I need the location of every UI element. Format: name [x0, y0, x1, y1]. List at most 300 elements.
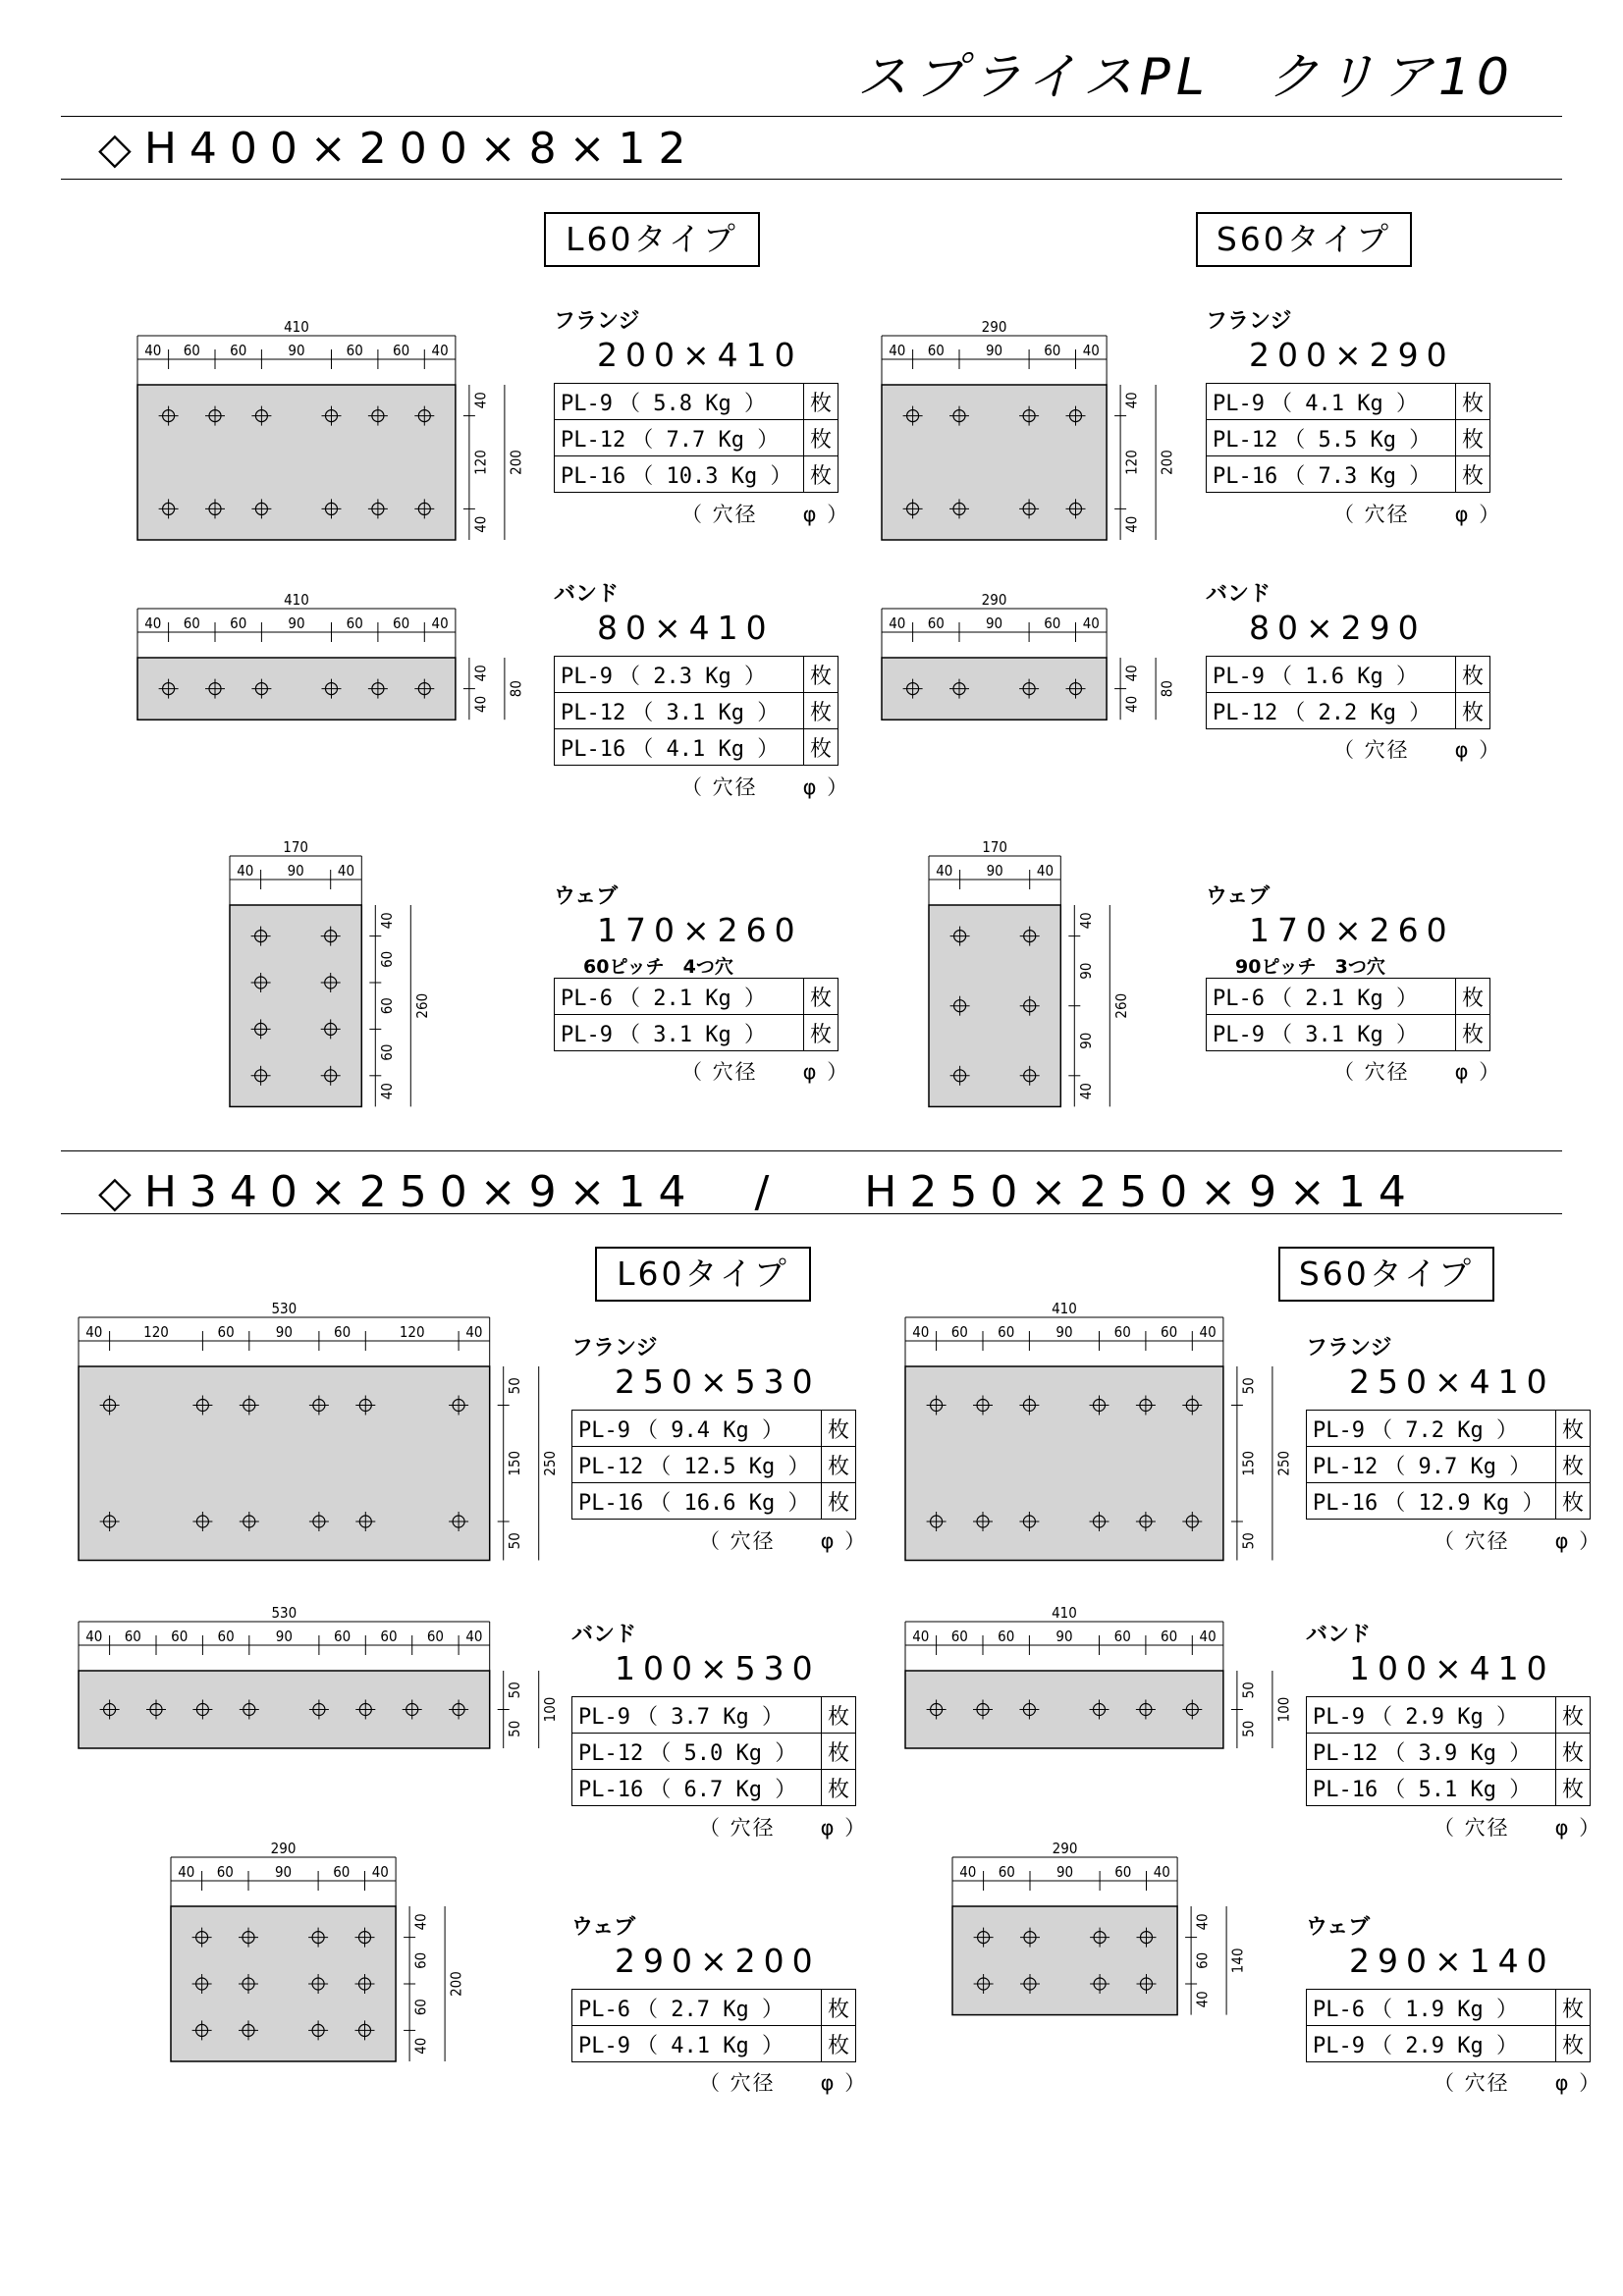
plate-spec — [1207, 979, 1456, 1015]
pitch-label: 120 — [143, 1323, 169, 1341]
pitch-label: 120 — [399, 1323, 425, 1341]
plate-rect — [882, 385, 1107, 540]
part-dimensions: 290×200 — [615, 1942, 821, 1980]
pitch-label: 40 — [337, 862, 355, 880]
table-row — [1307, 1770, 1591, 1806]
overall-width-label: 410 — [1052, 1604, 1077, 1622]
vertical-pitch-label: 150 — [1239, 1450, 1258, 1476]
plate-weight: （ 3.1 Kg ） — [1270, 1022, 1418, 1047]
section-heading: ◇H400×200×8×12 — [98, 124, 699, 174]
part-label: ウェブ — [1206, 884, 1271, 909]
quantity-unit: 枚 — [1555, 1990, 1590, 2026]
vertical-pitch-label: 120 — [471, 450, 490, 475]
quantity-unit: 枚 — [803, 693, 838, 729]
plate-name: PL-9 — [1213, 664, 1265, 689]
plate-weight: （ 9.4 Kg ） — [635, 1417, 784, 1443]
divider — [61, 1150, 1562, 1151]
plate-weight: （ 1.9 Kg ） — [1370, 1997, 1518, 2022]
plate-spec — [572, 1990, 822, 2026]
plate-spec — [1207, 456, 1456, 493]
plate-name: PL-9 — [1313, 2033, 1365, 2058]
plate-weight: （ 6.7 Kg ） — [649, 1777, 797, 1802]
pitch-label: 40 — [1153, 1863, 1170, 1881]
vertical-pitch-label: 60 — [377, 997, 396, 1015]
overall-height-label: 140 — [1228, 1948, 1247, 1974]
hole-diameter-note: （ 穴径 φ ） — [681, 775, 850, 799]
table-row — [1307, 1990, 1591, 2026]
vertical-pitch-label: 50 — [506, 1377, 524, 1395]
plate-name: PL-16 — [578, 1777, 644, 1802]
table-row — [572, 1447, 856, 1483]
plate-name: PL-6 — [561, 986, 613, 1011]
overall-width-label: 410 — [284, 318, 309, 336]
plate-drawing — [137, 318, 534, 550]
plate-weight-table — [1306, 1410, 1591, 1520]
plate-rect — [79, 1671, 490, 1748]
quantity-unit: 枚 — [1555, 1411, 1590, 1447]
overall-width-label: 530 — [271, 1604, 298, 1622]
pitch-label: 60 — [333, 1863, 351, 1881]
quantity-unit: 枚 — [1455, 979, 1489, 1015]
part-dimensions: 170×260 — [597, 911, 803, 949]
plate-drawing — [171, 1840, 474, 2071]
table-row — [555, 979, 839, 1015]
pitch-label: 60 — [998, 1323, 1015, 1341]
plate-weight: （ 4.1 Kg ） — [631, 736, 780, 762]
quantity-unit: 枚 — [821, 1770, 855, 1806]
quantity-unit: 枚 — [1555, 1734, 1590, 1770]
plate-name: PL-16 — [561, 463, 626, 489]
table-row — [572, 1697, 856, 1734]
plate-spec — [572, 1411, 822, 1447]
overall-width-label: 290 — [981, 591, 1007, 609]
pitch-label: 40 — [1082, 614, 1100, 632]
page-title: スプライスPL クリア10 — [856, 48, 1515, 107]
overall-width-label: 410 — [1052, 1300, 1077, 1317]
plate-drawing — [929, 838, 1139, 1116]
overall-height-label: 260 — [412, 992, 431, 1019]
overall-width-label: 170 — [283, 838, 309, 856]
hole-diameter-note: （ 穴径 φ ） — [1434, 1529, 1602, 1553]
quantity-unit: 枚 — [1455, 1015, 1489, 1051]
quantity-unit: 枚 — [821, 1483, 855, 1520]
overall-height-label: 200 — [507, 450, 525, 475]
plate-weight-table — [571, 1989, 856, 2062]
table-row — [555, 420, 839, 456]
pitch-label: 60 — [927, 614, 945, 632]
plate-name: PL-12 — [561, 700, 626, 725]
overall-width-label: 410 — [284, 591, 309, 609]
plate-weight: （ 2.2 Kg ） — [1283, 700, 1432, 725]
quantity-unit: 枚 — [803, 979, 838, 1015]
plate-name: PL-16 — [1313, 1777, 1379, 1802]
part-label: フランジ — [571, 1336, 658, 1361]
plate-name: PL-9 — [578, 1417, 630, 1443]
hole-diameter-note: （ 穴径 φ ） — [681, 1060, 850, 1084]
pitch-label: 60 — [1113, 1323, 1131, 1341]
quantity-unit: 枚 — [821, 1990, 855, 2026]
plate-spec — [555, 420, 804, 456]
vertical-pitch-label: 40 — [471, 665, 490, 682]
quantity-unit: 枚 — [1555, 1447, 1590, 1483]
plate-drawing — [905, 1604, 1302, 1758]
plate-name: PL-9 — [1213, 391, 1265, 416]
plate-weight: （ 2.1 Kg ） — [1270, 986, 1418, 1011]
plate-name: PL-12 — [1213, 700, 1278, 725]
plate-weight: （ 9.7 Kg ） — [1383, 1454, 1532, 1479]
part-dimensions: 80×290 — [1249, 609, 1427, 647]
part-label: フランジ — [1206, 309, 1292, 334]
pitch-label: 60 — [950, 1628, 968, 1645]
plate-weight-table — [571, 1410, 856, 1520]
table-row — [555, 384, 839, 420]
pitch-label: 40 — [889, 614, 906, 632]
part-label: バンド — [1206, 582, 1271, 607]
pitch-label: 40 — [85, 1323, 103, 1341]
vertical-pitch-label: 40 — [1193, 1991, 1212, 2008]
plate-name: PL-16 — [1313, 1490, 1379, 1516]
vertical-pitch-label: 50 — [506, 1532, 524, 1550]
plate-weight: （ 7.2 Kg ） — [1370, 1417, 1518, 1443]
type-label-s60: S60タイプ — [1278, 1247, 1494, 1302]
vertical-pitch-label: 90 — [1076, 962, 1095, 980]
pitch-label: 40 — [237, 862, 254, 880]
pitch-label: 60 — [124, 1628, 141, 1645]
plate-name: PL-9 — [561, 664, 613, 689]
vertical-pitch-label: 40 — [1193, 1913, 1212, 1931]
plate-drawing — [905, 1300, 1302, 1571]
plate-rect — [905, 1671, 1223, 1748]
plate-name: PL-9 — [1213, 1022, 1265, 1047]
quantity-unit: 枚 — [803, 384, 838, 420]
plate-weight: （ 3.7 Kg ） — [635, 1704, 784, 1730]
vertical-pitch-label: 60 — [411, 1999, 430, 2016]
pitch-label: 40 — [144, 342, 162, 359]
plate-weight: （ 4.1 Kg ） — [635, 2033, 784, 2058]
vertical-pitch-label: 50 — [506, 1682, 524, 1699]
part-dimensions: 170×260 — [1249, 911, 1455, 949]
divider — [61, 1213, 1562, 1214]
pitch-label: 90 — [288, 614, 305, 632]
pitch-label: 40 — [936, 862, 953, 880]
plate-spec — [555, 384, 804, 420]
hole-diameter-note: （ 穴径 φ ） — [1333, 503, 1502, 526]
plate-weight: （ 3.9 Kg ） — [1383, 1740, 1532, 1766]
vertical-pitch-label: 90 — [1076, 1032, 1095, 1049]
plate-name: PL-12 — [578, 1740, 644, 1766]
vertical-pitch-label: 40 — [1076, 1083, 1095, 1100]
quantity-unit: 枚 — [1555, 1697, 1590, 1734]
pitch-label: 60 — [183, 342, 200, 359]
vertical-pitch-label: 120 — [1122, 450, 1141, 475]
pitch-label: 60 — [183, 614, 200, 632]
pitch-label: 40 — [1036, 862, 1055, 880]
table-row — [1307, 1483, 1591, 1520]
pitch-label: 90 — [985, 614, 1003, 632]
quantity-unit: 枚 — [821, 2026, 855, 2062]
part-dimensions: 290×140 — [1349, 1942, 1555, 1980]
table-row — [555, 1015, 839, 1051]
plate-spec — [1307, 1411, 1556, 1447]
plate-name: PL-6 — [1313, 1997, 1365, 2022]
pitch-label: 60 — [1114, 1863, 1132, 1881]
plate-spec — [555, 729, 804, 766]
vertical-pitch-label: 60 — [377, 1043, 396, 1061]
plate-weight: （ 2.9 Kg ） — [1370, 1704, 1518, 1730]
plate-spec — [572, 1483, 822, 1520]
overall-height-label: 100 — [1274, 1696, 1293, 1723]
hole-diameter-note: （ 穴径 φ ） — [699, 2071, 868, 2095]
pitch-label: 40 — [1082, 342, 1100, 359]
plate-rect — [79, 1366, 490, 1561]
pitch-label: 40 — [912, 1628, 930, 1645]
hole-diameter-note: （ 穴径 φ ） — [699, 1529, 868, 1553]
plate-rect — [230, 905, 361, 1106]
pitch-label: 40 — [144, 614, 162, 632]
quantity-unit: 枚 — [803, 729, 838, 766]
overall-width-label: 290 — [270, 1840, 297, 1857]
pitch-label: 40 — [178, 1863, 195, 1881]
overall-height-label: 200 — [1158, 450, 1176, 475]
plate-weight: （ 12.5 Kg ） — [649, 1454, 810, 1479]
table-row — [572, 1411, 856, 1447]
table-row — [1207, 384, 1490, 420]
pitch-label: 60 — [1161, 1323, 1178, 1341]
vertical-pitch-label: 150 — [506, 1450, 524, 1476]
divider — [61, 116, 1562, 117]
part-label: バンド — [571, 1623, 637, 1647]
pitch-label: 40 — [1199, 1628, 1217, 1645]
plate-weight: （ 3.1 Kg ） — [631, 700, 780, 725]
hole-diameter-note: （ 穴径 φ ） — [1434, 1816, 1602, 1840]
pitch-label: 60 — [998, 1628, 1015, 1645]
plate-spec — [1307, 1990, 1556, 2026]
plate-spec — [555, 456, 804, 493]
quantity-unit: 枚 — [821, 1447, 855, 1483]
pitch-label: 60 — [334, 1628, 352, 1645]
overall-height-label: 80 — [1158, 680, 1176, 698]
plate-name: PL-9 — [1313, 1417, 1365, 1443]
quantity-unit: 枚 — [803, 420, 838, 456]
pitch-label: 90 — [288, 342, 305, 359]
plate-weight-table — [554, 978, 839, 1051]
plate-weight-table — [1206, 656, 1490, 729]
vertical-pitch-label: 40 — [1122, 665, 1141, 682]
overall-height-label: 100 — [541, 1696, 560, 1723]
table-row — [1207, 693, 1490, 729]
plate-name: PL-16 — [1213, 463, 1278, 489]
quantity-unit: 枚 — [1555, 1483, 1590, 1520]
table-row — [1307, 1734, 1591, 1770]
plate-weight: （ 1.6 Kg ） — [1270, 664, 1418, 689]
plate-drawing — [79, 1300, 568, 1571]
pitch-label: 60 — [346, 342, 363, 359]
type-label-l60: L60タイプ — [544, 212, 760, 267]
table-row — [555, 657, 839, 693]
plate-name: PL-16 — [578, 1490, 644, 1516]
vertical-pitch-label: 60 — [411, 1951, 430, 1969]
plate-spec — [1207, 420, 1456, 456]
pitch-label: 40 — [959, 1863, 977, 1881]
plate-name: PL-9 — [561, 391, 613, 416]
plate-name: PL-12 — [1313, 1454, 1379, 1479]
pitch-label: 40 — [371, 1863, 389, 1881]
overall-width-label: 530 — [271, 1300, 298, 1317]
vertical-pitch-label: 40 — [471, 515, 490, 533]
pitch-label: 90 — [985, 342, 1003, 359]
plate-spec — [1307, 1697, 1556, 1734]
quantity-unit: 枚 — [1455, 693, 1489, 729]
plate-name: PL-9 — [561, 1022, 613, 1047]
plate-weight: （ 5.0 Kg ） — [649, 1740, 797, 1766]
plate-spec — [1207, 693, 1456, 729]
table-row — [1307, 1411, 1591, 1447]
pitch-label: 40 — [465, 1323, 483, 1341]
vertical-pitch-label: 50 — [1239, 1682, 1258, 1699]
pitch-label: 60 — [380, 1628, 398, 1645]
overall-height-label: 80 — [507, 680, 525, 698]
table-row — [555, 456, 839, 493]
pitch-label: 40 — [85, 1628, 103, 1645]
plate-name: PL-9 — [578, 2033, 630, 2058]
plate-spec — [555, 657, 804, 693]
quantity-unit: 枚 — [1455, 384, 1489, 420]
plate-weight: （ 5.1 Kg ） — [1383, 1777, 1532, 1802]
table-row — [1307, 1697, 1591, 1734]
quantity-unit: 枚 — [1555, 1770, 1590, 1806]
plate-weight: （ 7.3 Kg ） — [1283, 463, 1432, 489]
pitch-label: 60 — [426, 1628, 444, 1645]
part-label: バンド — [1306, 1623, 1372, 1647]
pitch-label: 40 — [465, 1628, 483, 1645]
plate-weight: （ 2.1 Kg ） — [618, 986, 766, 1011]
table-row — [572, 1990, 856, 2026]
table-row — [572, 1770, 856, 1806]
pitch-label: 60 — [230, 342, 247, 359]
quantity-unit: 枚 — [821, 1697, 855, 1734]
plate-weight: （ 5.8 Kg ） — [618, 391, 766, 416]
part-label: ウェブ — [571, 1915, 636, 1940]
part-dimensions: 200×290 — [1249, 336, 1455, 374]
vertical-pitch-label: 40 — [377, 912, 396, 930]
pitch-label: 90 — [275, 1628, 293, 1645]
pitch-label: 60 — [217, 1323, 235, 1341]
plate-weight: （ 5.5 Kg ） — [1283, 427, 1432, 453]
table-row — [1207, 420, 1490, 456]
table-row — [555, 693, 839, 729]
part-label: フランジ — [1306, 1336, 1392, 1361]
vertical-pitch-label: 60 — [377, 950, 396, 968]
pitch-label: 90 — [986, 862, 1003, 880]
quantity-unit: 枚 — [1455, 657, 1489, 693]
plate-weight-table — [554, 383, 839, 493]
plate-rect — [905, 1366, 1223, 1561]
vertical-pitch-label: 40 — [411, 2037, 430, 2055]
plate-rect — [952, 1906, 1177, 2015]
plate-rect — [137, 658, 456, 720]
vertical-pitch-label: 40 — [471, 695, 490, 713]
plate-name: PL-6 — [1213, 986, 1265, 1011]
pitch-label: 60 — [393, 614, 410, 632]
plate-name: PL-6 — [578, 1997, 630, 2022]
vertical-pitch-label: 50 — [1239, 1532, 1258, 1550]
vertical-pitch-label: 50 — [1239, 1377, 1258, 1395]
plate-name: PL-12 — [1313, 1740, 1379, 1766]
pitch-label: 40 — [431, 342, 449, 359]
type-label-l60: L60タイプ — [595, 1247, 811, 1302]
plate-spec — [572, 2026, 822, 2062]
plate-spec — [1307, 1770, 1556, 1806]
overall-width-label: 290 — [1052, 1840, 1078, 1857]
part-dimensions: 200×410 — [597, 336, 803, 374]
plate-weight-table — [1206, 383, 1490, 493]
plate-weight: （ 2.3 Kg ） — [618, 664, 766, 689]
plate-weight: （ 4.1 Kg ） — [1270, 391, 1418, 416]
pitch-label: 40 — [431, 614, 449, 632]
quantity-unit: 枚 — [1555, 2026, 1590, 2062]
pitch-label: 60 — [1044, 614, 1061, 632]
vertical-pitch-label: 40 — [1076, 912, 1095, 930]
pitch-label: 60 — [216, 1863, 234, 1881]
part-dimensions: 250×530 — [615, 1362, 821, 1401]
plate-weight: （ 2.9 Kg ） — [1370, 2033, 1518, 2058]
part-label: フランジ — [554, 309, 640, 334]
section-heading: ◇H340×250×9×14 / H250×250×9×14 — [98, 1167, 1419, 1217]
plate-weight-table — [1306, 1989, 1591, 2062]
plate-drawing — [137, 591, 534, 729]
plate-spec — [572, 1734, 822, 1770]
pitch-label: 90 — [274, 1863, 293, 1881]
vertical-pitch-label: 60 — [1193, 1951, 1212, 1969]
quantity-unit: 枚 — [803, 657, 838, 693]
table-row — [555, 729, 839, 766]
pitch-label: 60 — [1044, 342, 1061, 359]
pitch-label: 60 — [927, 342, 945, 359]
pitch-label: 90 — [1055, 1628, 1073, 1645]
pitch-label: 60 — [1161, 1628, 1178, 1645]
overall-height-label: 200 — [447, 1971, 465, 1997]
plate-spec — [1207, 1015, 1456, 1051]
plate-name: PL-9 — [578, 1704, 630, 1730]
plate-spec — [1307, 2026, 1556, 2062]
hole-diameter-note: （ 穴径 φ ） — [699, 1816, 868, 1840]
vertical-pitch-label: 40 — [1122, 695, 1141, 713]
quantity-unit: 枚 — [803, 1015, 838, 1051]
pitch-label: 90 — [287, 862, 304, 880]
plate-rect — [929, 905, 1060, 1106]
plate-weight: （ 3.1 Kg ） — [618, 1022, 766, 1047]
plate-weight: （ 10.3 Kg ） — [631, 463, 792, 489]
plate-name: PL-9 — [1313, 1704, 1365, 1730]
pitch-label: 90 — [1055, 1863, 1074, 1881]
plate-drawing — [952, 1840, 1256, 2025]
table-row — [1307, 1447, 1591, 1483]
table-row — [1207, 1015, 1490, 1051]
plate-name: PL-12 — [578, 1454, 644, 1479]
plate-weight-table — [554, 656, 839, 766]
quantity-unit: 枚 — [1455, 456, 1489, 493]
plate-weight-table — [1206, 978, 1490, 1051]
quantity-unit: 枚 — [1455, 420, 1489, 456]
hole-diameter-note: （ 穴径 φ ） — [681, 503, 850, 526]
pitch-label: 40 — [1199, 1323, 1217, 1341]
table-row — [1207, 979, 1490, 1015]
plate-spec — [1307, 1447, 1556, 1483]
part-dimensions: 80×410 — [597, 609, 775, 647]
plate-spec — [555, 693, 804, 729]
plate-weight-table — [571, 1696, 856, 1806]
vertical-pitch-label: 40 — [471, 392, 490, 409]
